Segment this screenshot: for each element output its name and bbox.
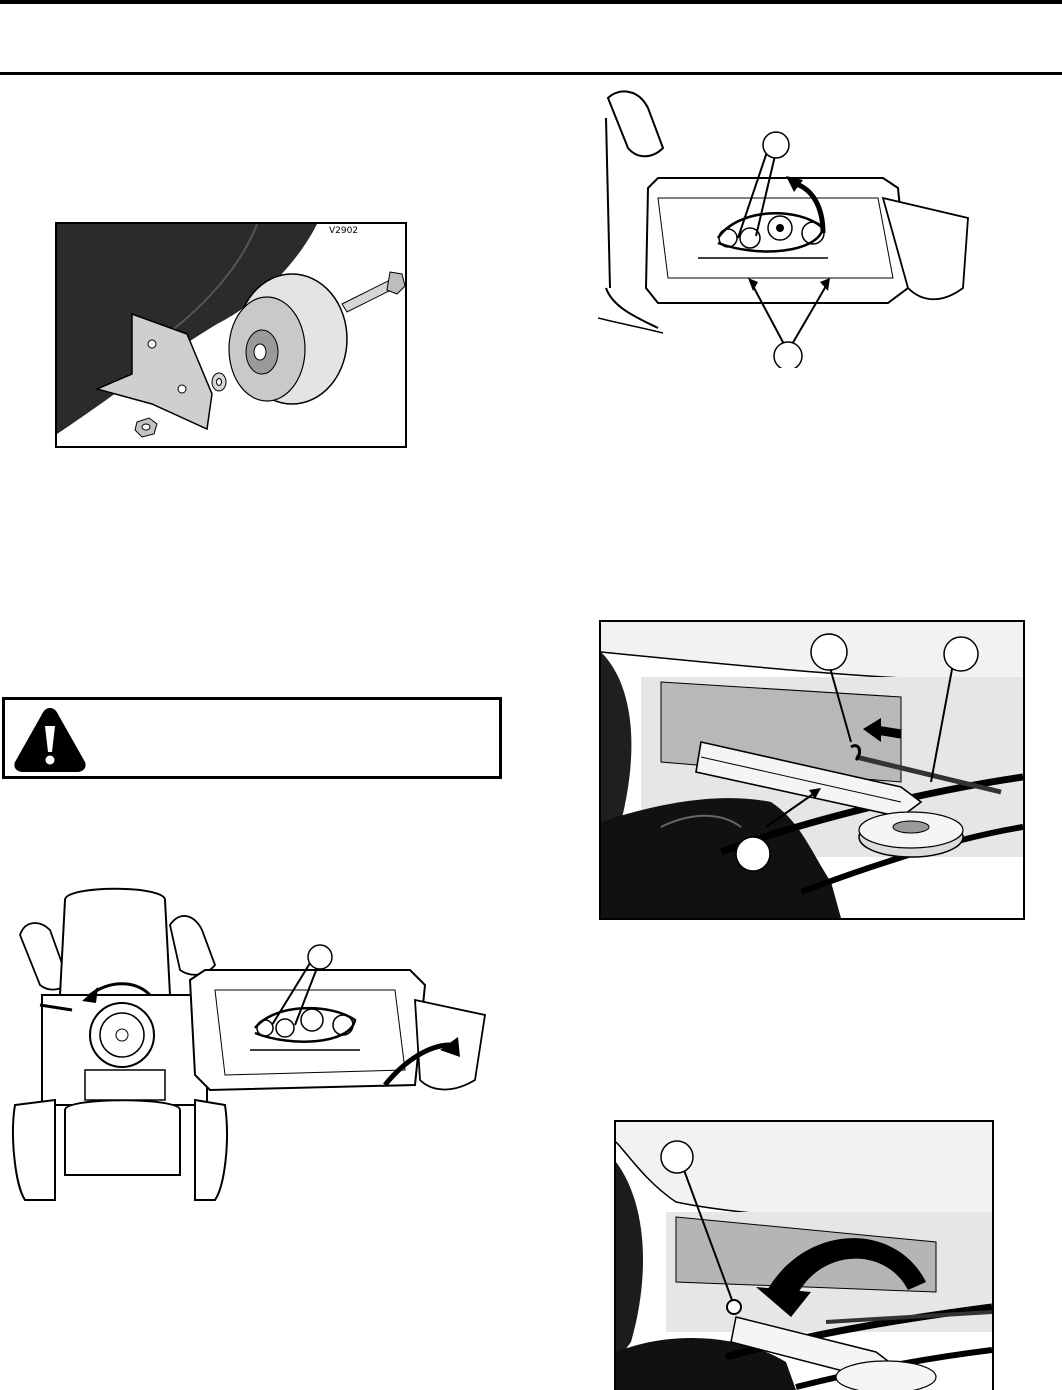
- warning-triangle-icon: [11, 704, 89, 776]
- header-bottom-rule: [0, 72, 1062, 75]
- arm-closeup-illustration: [601, 622, 1023, 918]
- callout-circle: [736, 837, 770, 871]
- idler-pulley: [836, 1361, 936, 1390]
- tractor-hood: [60, 889, 170, 995]
- header-top-rule: [0, 0, 1062, 4]
- figure-code-label: V2902: [329, 226, 359, 236]
- tractor-deck-illustration: [10, 885, 500, 1215]
- callout-circle: [944, 637, 978, 671]
- figure-deck-top-view: [598, 88, 978, 368]
- callout-circle: [661, 1141, 693, 1173]
- figure-wheel-assembly: [55, 222, 407, 448]
- mower-deck: [646, 178, 908, 303]
- deck-top-view-illustration: [598, 88, 978, 368]
- callout-circle: [774, 342, 802, 368]
- arm-rotate-illustration: [616, 1122, 992, 1390]
- seat: [65, 1100, 180, 1175]
- callout-circle: [308, 945, 332, 969]
- wheel-assembly-illustration: [57, 224, 405, 446]
- figure-arm-rotate: [614, 1120, 994, 1390]
- callout-circle: [811, 634, 847, 670]
- warning-box: [2, 697, 502, 779]
- figure-arm-closeup: [599, 620, 1025, 920]
- callout-circle: [763, 132, 789, 158]
- figure-tractor-deck-view: [10, 885, 500, 1215]
